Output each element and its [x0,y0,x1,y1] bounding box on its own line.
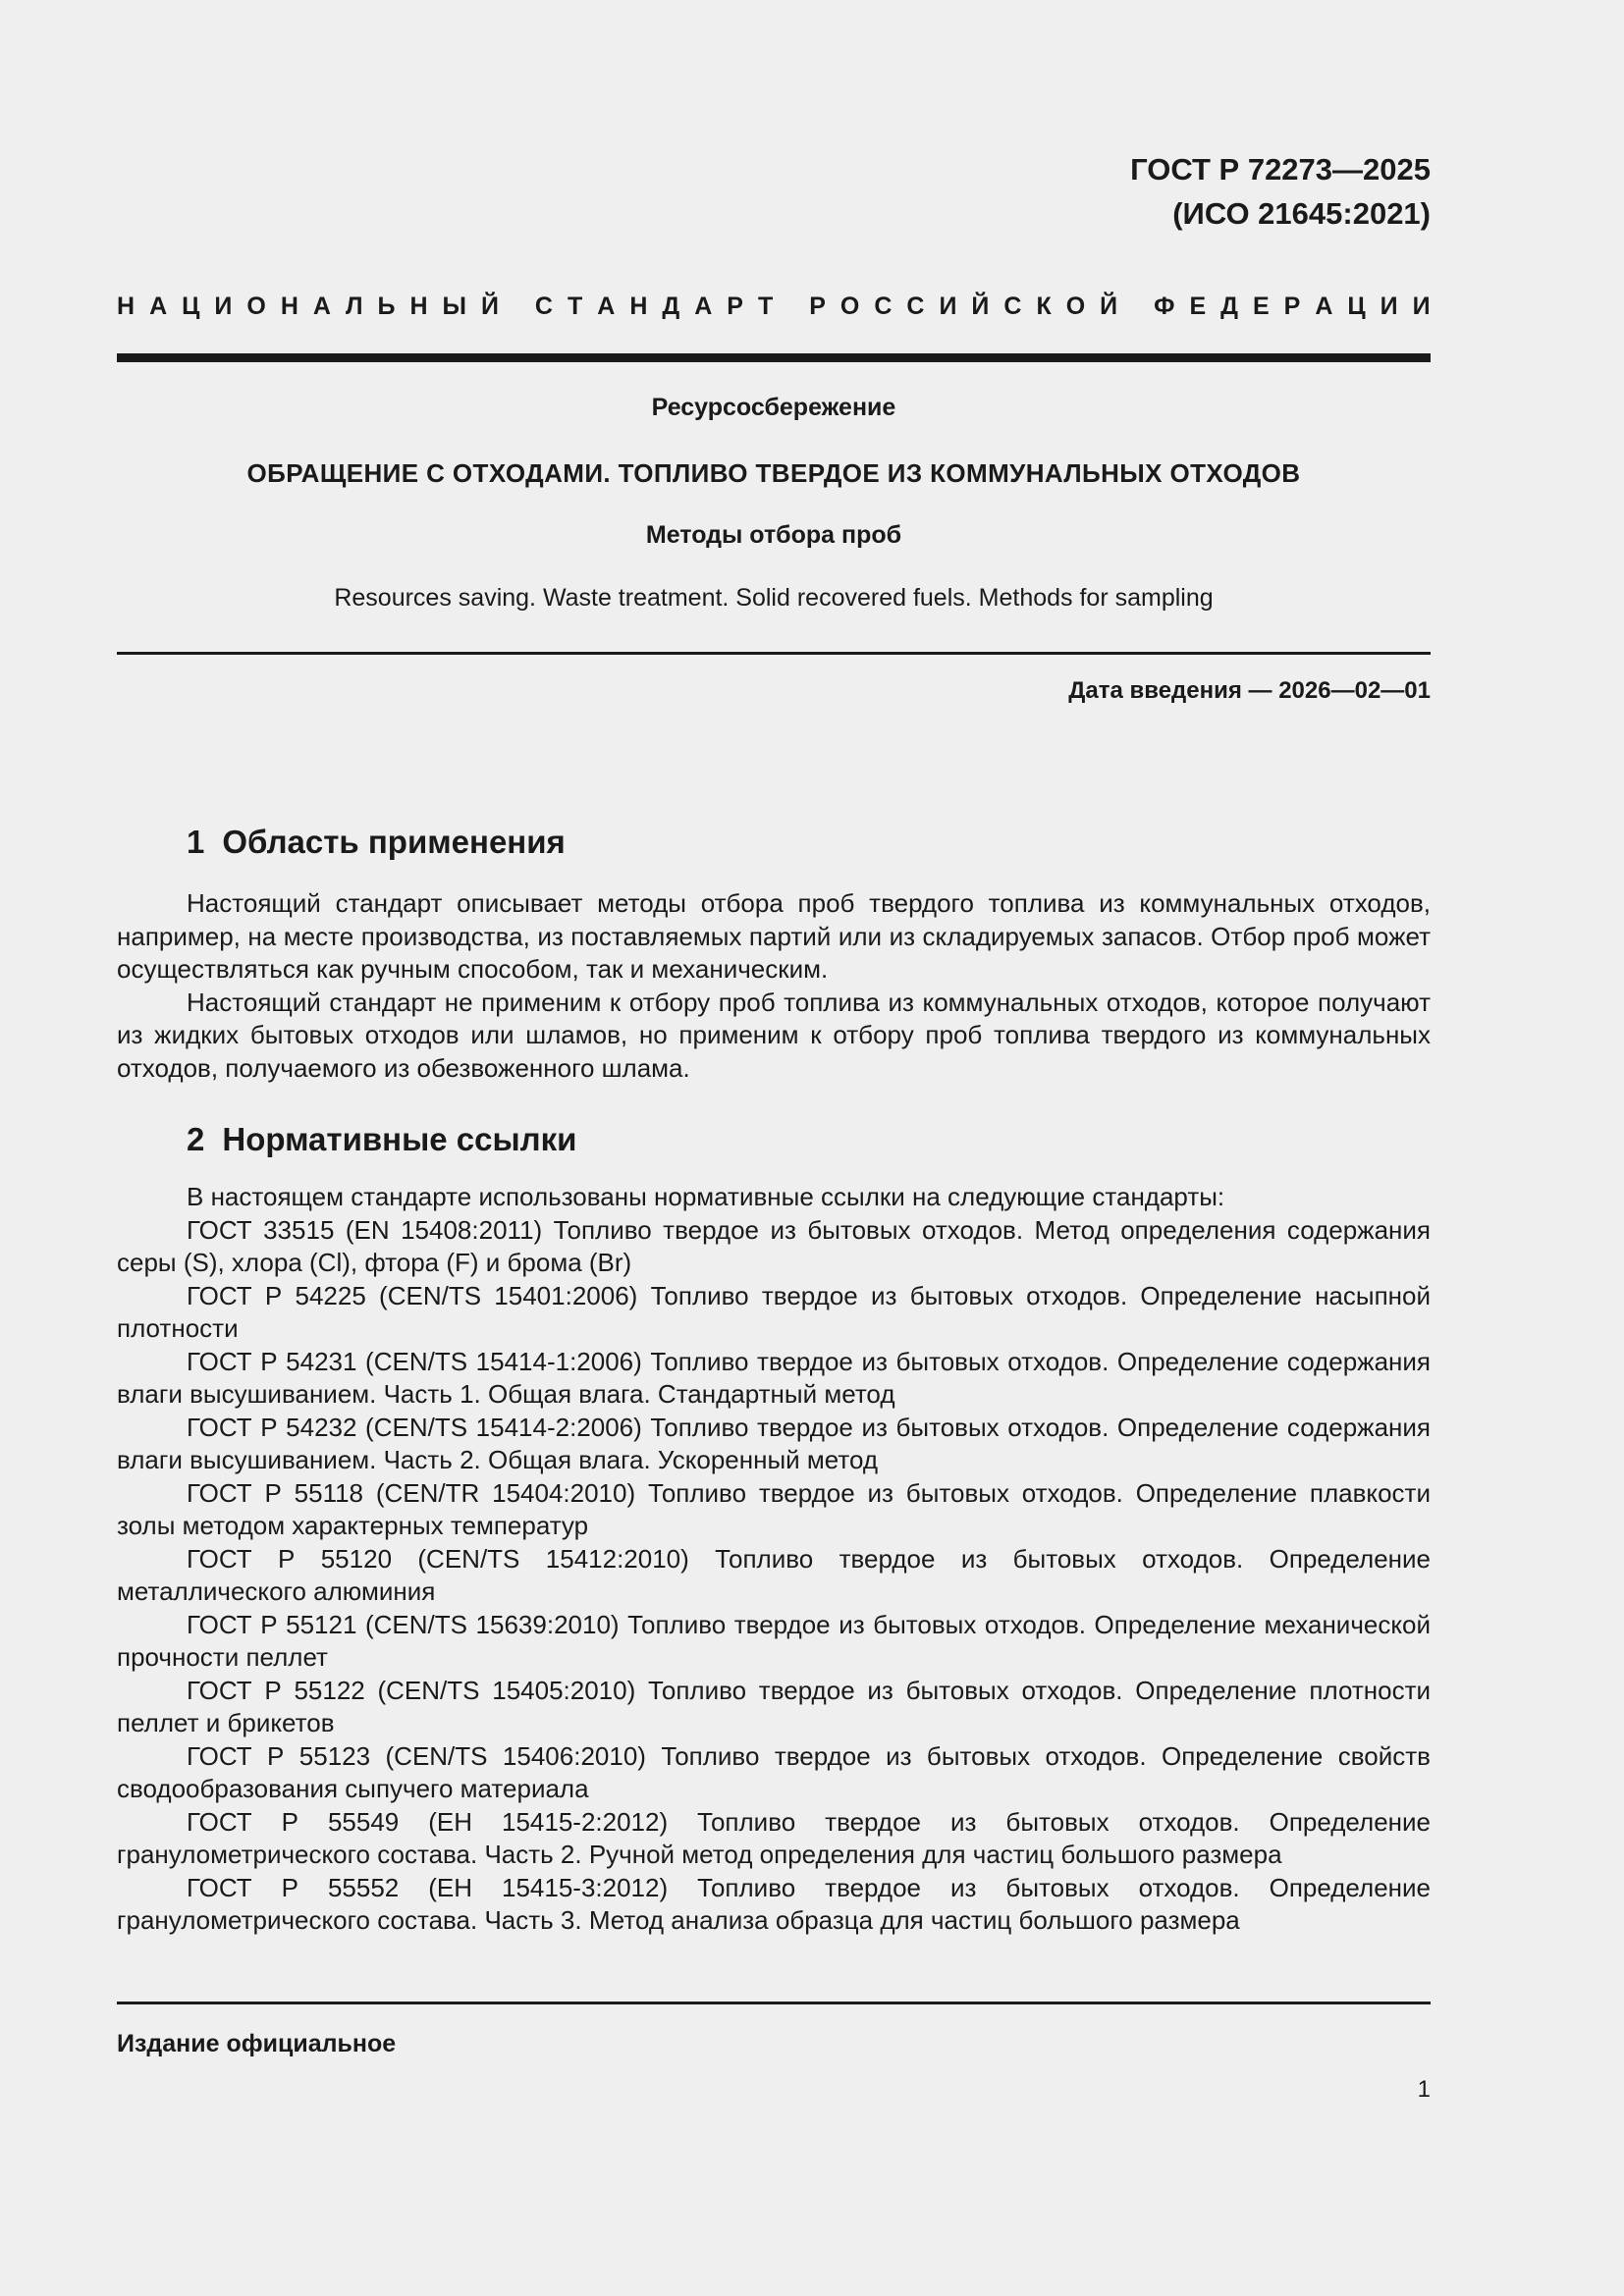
footer-divider [117,2002,1431,2004]
heading-letter [787,292,794,321]
heading-letter: Т [567,293,583,320]
heading-letter: Р [727,293,743,320]
heading-letter: И [1380,293,1398,320]
introduction-date: Дата введения — 2026—02—01 [1068,677,1431,704]
heading-letter: Ь [377,293,396,320]
reference-item: ГОСТ 33515 (EN 15408:2011) Топливо твердое из бытовых отходов. Метод определения содержания серы (S), хлора (Cl), фтора (F) и брома (Br) [117,1214,1431,1277]
heading-letter: С [1003,293,1022,320]
heading-letter: Р [1283,293,1301,320]
heading-letter: Й [1100,293,1118,320]
page-number: 1 [1417,2076,1431,2103]
heading-letter: Й [971,293,990,320]
heading-letter: Л [345,293,363,320]
section-title: Область применения [222,824,566,860]
section-number: 2 [187,1121,205,1157]
heading-letter: А [312,293,331,320]
heading-letter: Ц [1347,293,1366,320]
heading-letter: Д [662,293,680,320]
section-heading [187,824,566,861]
national-standard-heading [117,292,1431,321]
document-subtitle: Методы отбора проб [645,521,902,549]
heading-letter: Е [1252,293,1270,320]
section-heading [187,1121,576,1158]
heading-letter: О [1065,293,1086,320]
section-body [117,887,1431,1085]
heading-letter: А [694,293,713,320]
heading-letter: А [597,293,616,320]
heading-letter: Н [280,293,298,320]
gost-identifier [1130,147,1431,236]
reference-item: ГОСТ Р 55118 (CEN/TR 15404:2010) Топливо твердое из бытовых отходов. Определение плавкости золы методом характерных температур [117,1477,1431,1540]
paragraph: Настоящий стандарт описывает методы отбора проб твердого топлива из коммунальных отходов, например, на месте производства, из поставляемых партий или из складируемых запасов. Отбор проб может осуществляться как ручным способом, так и механическим. [117,888,1431,984]
document-title: ОБРАЩЕНИЕ С ОТХОДАМИ. ТОПЛИВО ТВЕРДОЕ ИЗ КОММУНАЛЬНЫХ ОТХОДОВ [246,458,1301,488]
heading-letter: Н [117,293,135,320]
heading-letter: И [214,293,233,320]
heading-letter: Е [1189,293,1207,320]
edition-label: Издание официальное [117,2030,397,2057]
heading-letter: Н [409,293,428,320]
heading-letter [514,292,520,321]
heading-letter: Ы [442,293,466,320]
reference-item: ГОСТ Р 54225 (CEN/TS 15401:2006) Топливо твердое из бытовых отходов. Определение насыпной плотности [117,1280,1431,1343]
heading-letter: Ц [182,293,200,320]
section-title: Нормативные ссылки [222,1121,577,1157]
reference-item: ГОСТ Р 55121 (CEN/TS 15639:2010) Топливо твердое из бытовых отходов. Определение механической прочности пеллет [117,1609,1431,1672]
title-divider [117,652,1431,655]
heading-letter: С [906,293,925,320]
heading-letter: И [939,293,957,320]
heading-letter: Й [481,293,499,320]
section-body [117,1181,1431,1938]
reference-item: ГОСТ Р 55549 (ЕН 15415-2:2012) Топливо твердое из бытовых отходов. Определение гранулометрического состава. Часть 2. Ручной метод определения для частиц большого размера [117,1806,1431,1869]
heading-letter: Ф [1154,293,1175,320]
document-topic: Ресурсосбережение [651,394,896,421]
iso-number: (ИСО 21645:2021) [1172,196,1431,231]
paragraph: В настоящем стандарте использованы нормативные ссылки на следующие стандарты: [187,1182,1225,1211]
section-number: 1 [187,824,205,860]
reference-item: ГОСТ Р 54232 (CEN/TS 15414-2:2006) Топливо твердое из бытовых отходов. Определение содержания влаги высушиванием. Часть 2. Общая влага. Ускоренный метод [117,1412,1431,1474]
heading-letter: Т [757,293,774,320]
reference-item: ГОСТ Р 55552 (ЕН 15415-3:2012) Топливо твердое из бытовых отходов. Определение гранулометрического состава. Часть 3. Метод анализа образца для частиц большого размера [117,1872,1431,1935]
header-divider [117,353,1431,362]
heading-letter: С [534,293,553,320]
heading-letter: О [246,293,266,320]
paragraph: Настоящий стандарт не применим к отбору проб топлива из коммунальных отходов, которое получают из жидких бытовых отходов или шламов, но применим к отбору проб топлива твердого из коммунальных отходов, получаемого из обезвоженного шлама. [117,987,1431,1083]
heading-letter: И [1412,293,1431,320]
heading-letter: Р [809,293,826,320]
reference-item: ГОСТ Р 55122 (CEN/TS 15405:2010) Топливо твердое из бытовых отходов. Определение плотности пеллет и брикетов [117,1675,1431,1737]
english-title: Resources saving. Waste treatment. Solid recovered fuels. Methods for sampling [334,584,1214,612]
heading-letter: К [1036,293,1052,320]
heading-letter: Д [1220,293,1238,320]
reference-item: ГОСТ Р 54231 (CEN/TS 15414-1:2006) Топливо твердое из бытовых отходов. Определение содержания влаги высушиванием. Часть 1. Общая влага. Стандартный метод [117,1346,1431,1409]
heading-letter: О [839,293,860,320]
heading-letter: А [1315,293,1333,320]
heading-letter: С [874,293,893,320]
heading-letter: А [149,293,168,320]
gost-number: ГОСТ Р 72273—2025 [1130,152,1431,187]
heading-letter [1132,292,1139,321]
reference-item: ГОСТ Р 55120 (CEN/TS 15412:2010) Топливо твердое из бытовых отходов. Определение металлического алюминия [117,1543,1431,1606]
heading-letter: Н [629,293,648,320]
reference-item: ГОСТ Р 55123 (CEN/TS 15406:2010) Топливо твердое из бытовых отходов. Определение свойств сводообразования сыпучего материала [117,1740,1431,1803]
